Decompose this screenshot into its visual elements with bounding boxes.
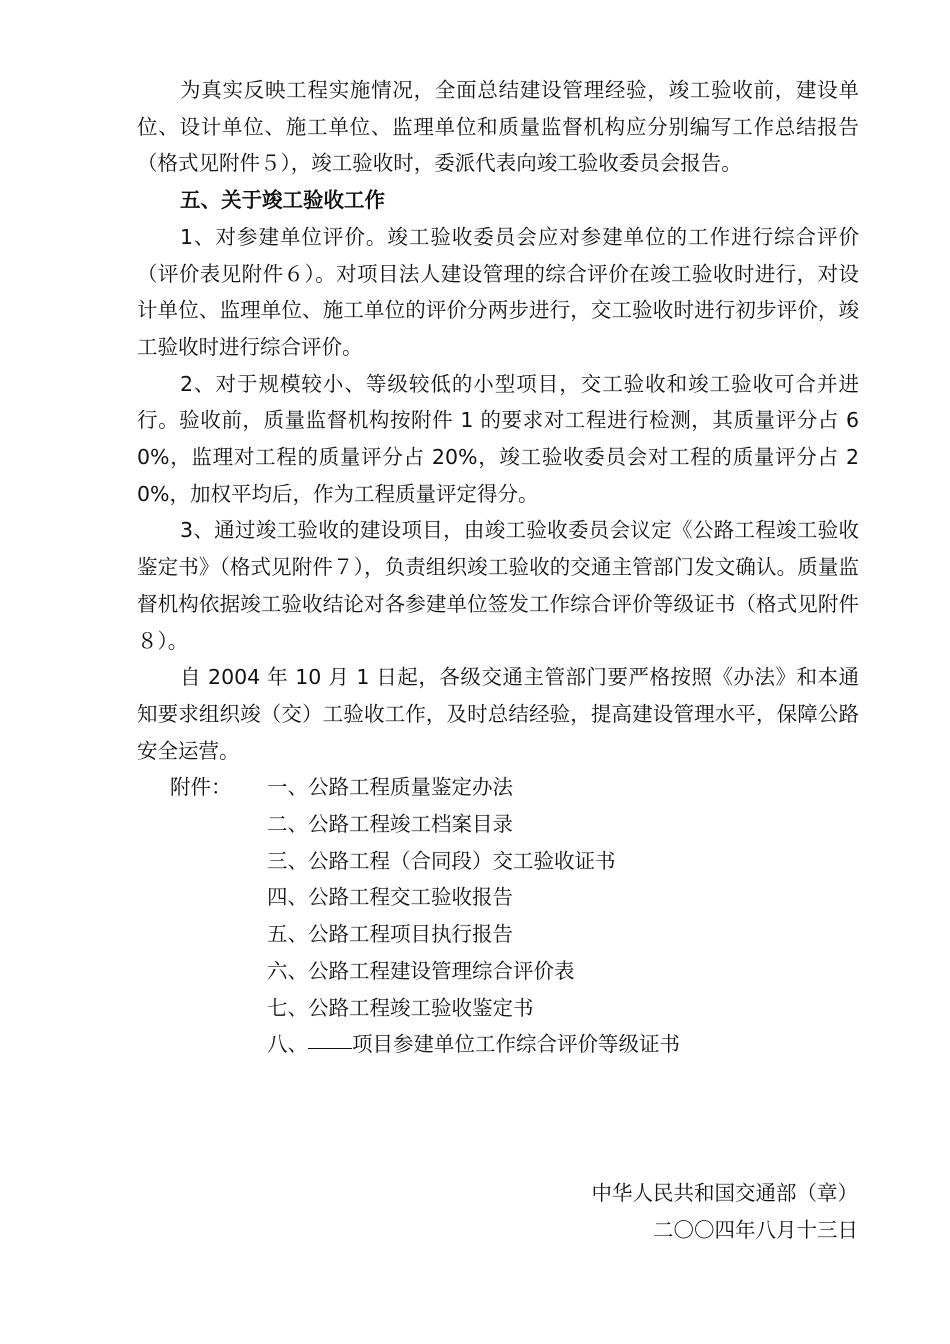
list-item [137,953,859,990]
paragraph-effective-date: 自 2004 年 10 月 1 日起，各级交通主管部门要严格按照《办法》和本通知要求组织竣（交）工验收工作，及时总结经验，提高建设管理水平，保障公路安全运营。 [137,665,859,763]
signature-block [592,1175,859,1248]
attachment-item-2: 二、公路工程竣工档案目录 [267,812,513,837]
list-item [137,916,859,953]
list-item [137,879,859,916]
paragraph-small-projects: 2、对于规模较小、等级较低的小型项目，交工验收和竣工验收可合并进行。验收前，质量监督机构按附件 1 的要求对工程进行检测，其质量评分占 60%，监理对工程的质量评分占 20%，竣工验收委员会对工程的质量评分占 20%，加权平均后，作为工程质量评定得分。 [137,371,859,506]
list-item [137,769,859,806]
attachment-item-1: 一、公路工程质量鉴定办法 [267,775,513,800]
attachment-item-8-prefix: 八、 [267,1032,308,1057]
issue-date: 二〇〇四年八月十三日 [653,1217,858,1242]
attachment-item-6: 六、公路工程建设管理综合评价表 [267,958,575,983]
attachments-list [137,769,859,1063]
blank-underline [308,1026,352,1049]
paragraph-work-summary: 为真实反映工程实施情况，全面总结建设管理经验，竣工验收前，建设单位、设计单位、施工单位、监理单位和质量监督机构应分别编写工作总结报告（格式见附件５），竣工验收时，委派代表向竣工验收委员会报告。 [137,78,859,176]
attachments-label: 附件： [170,775,232,800]
issuer-name: 中华人民共和国交通部（章） [591,1181,858,1205]
list-item [137,1026,859,1063]
attachment-item-5: 五、公路工程项目执行报告 [267,922,513,947]
list-item [137,843,859,880]
paragraph-acceptance-certificate: 3、通过竣工验收的建设项目，由竣工验收委员会议定《公路工程竣工验收鉴定书》（格式见附件７），负责组织竣工验收的交通主管部门发文确认。质量监督机构依据竣工验收结论对各参建单位签发工作综合评价等级证书（格式见附件８）。 [137,518,859,653]
section-heading-completion-acceptance: 五、关于竣工验收工作 [180,188,385,213]
list-item [137,990,859,1027]
attachment-item-3: 三、公路工程（合同段）交工验收证书 [267,848,616,873]
attachment-item-7: 七、公路工程竣工验收鉴定书 [267,995,534,1020]
attachment-item-8-suffix: 项目参建单位工作综合评价等级证书 [352,1032,680,1057]
document-body [137,72,859,1063]
attachment-item-4: 四、公路工程交工验收报告 [267,885,513,910]
paragraph-unit-evaluation: 1、对参建单位评价。竣工验收委员会应对参建单位的工作进行综合评价（评价表见附件６）。对项目法人建设管理的综合评价在竣工验收时进行，对设计单位、监理单位、施工单位的评价分两步进行，交工验收时进行初步评价，竣工验收时进行综合评价。 [137,224,859,359]
list-item [137,806,859,843]
